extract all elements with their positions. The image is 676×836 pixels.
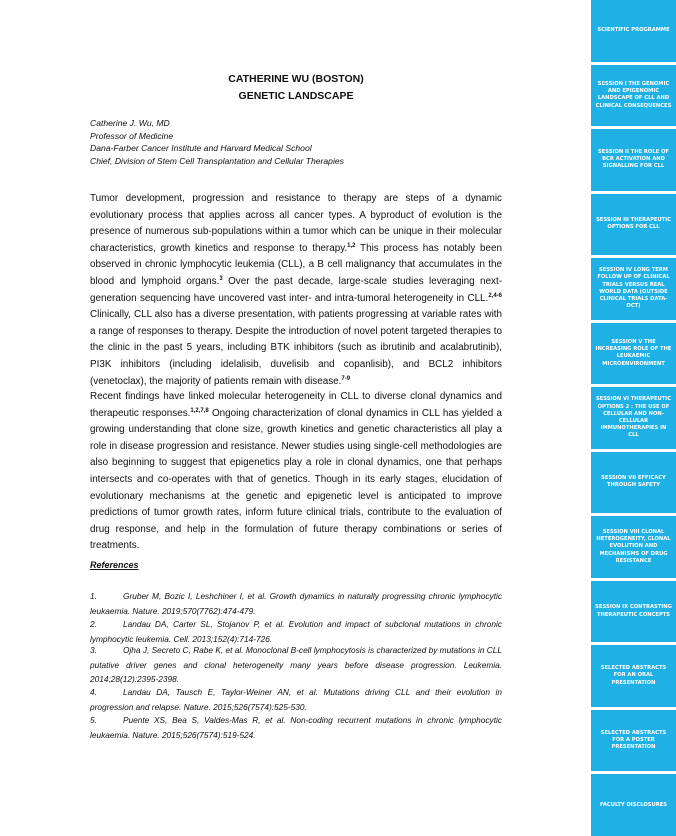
- sidebar-item-session-5[interactable]: [591, 323, 676, 385]
- sidebar-item-label: SESSION V THE INCREASING ROLE OF THE LEUKAEMIC MICROENVIRONMENT: [595, 339, 672, 367]
- paragraph-text: Over the past decade, large-scale studies leveraging next-generation sequencing have uncovered vast inter- and intra-tumoral heterogeneity in CLL.: [90, 275, 502, 304]
- sidebar-item-label: SESSION III THERAPEUTIC OPTIONS FOR CLL: [596, 217, 671, 231]
- sidebar-item-label: SESSION II THE ROLE OF BCR ACTIVATION AND SIGNALLING FOR CLL: [598, 149, 669, 170]
- sidebar-item-scientific-programme[interactable]: [591, 0, 676, 62]
- paragraph-text: This process has notably been observed in chronic lymphocytic leukemia (CLL), a B cell malignancy that accumulates in the blood and lymphoid organs.: [90, 242, 502, 287]
- citation: 7-9: [341, 375, 351, 382]
- sidebar-item-session-2[interactable]: [591, 129, 676, 191]
- references-heading: References: [90, 560, 139, 570]
- sidebar-item-oral-abstracts[interactable]: [591, 645, 676, 707]
- paragraph-text: Recent findings have linked molecular heterogeneity in CLL to diverse clonal dynamics and therapeutic responses.: [90, 391, 502, 419]
- reference-text: Ojha J, Secreto C, Rabe K, et al. Monoclonal B-cell lymphocytosis is characterized by mutations in CLL putative driver genes and clonal heterogeneity many years before disease progression. Leukemia. 2014;28(12):2395-2398.: [90, 645, 502, 684]
- sidebar-item-session-6[interactable]: [591, 387, 676, 449]
- paragraph-text: Ongoing characterization of clonal dynamics in CLL has yielded a growing understanding that clone size, growth kinetics and genetic characteristics all play a role in disease progression and resistance. Newer studies using single-cell methodologies are also beginning to suggest that epigenetics play a role in clonal dynamics, one that perhaps intersects and co-operates with that of genetics. Though in its early stages, elucidation of evolutionary mechanisms at the genetic and epigenetic level is anticipated to improve predictions of tumor growth rates, inform future clinical trials, contribute to the evaluation of drug response, and help in the formulation of future therapy combinations or series of treatments.: [90, 407, 502, 552]
- reference-item: [90, 713, 502, 742]
- sidebar-item-label: SELECTED ABSTRACTS FOR AN ORAL PRESENTATION: [600, 665, 667, 686]
- sidebar-item-label: SESSION IV LONG TERM FOLLOW UP OF CLINICAL TRIALS VERSUS REAL WORLD DATA (OUTSIDE CLINICAL TRIALS DATA-OCT): [597, 267, 670, 310]
- reference-text: Landau DA, Tausch E, Taylor-Weiner AN, et al. Mutations driving CLL and their evolution in progression and relapse. Nature. 2015;526(7574):525-530.: [90, 687, 502, 712]
- reference-number: 5.: [90, 715, 97, 725]
- sidebar-item-label: SESSION VII EFFICACY THROUGH SAFETY: [601, 475, 666, 489]
- reference-number: 2.: [90, 619, 97, 629]
- sidebar-item-label: SESSION VIII CLONAL HETEROGENEITY, CLONAL EVOLUTION AND MECHANISMS OF DRUG RESISTANCE: [596, 529, 671, 564]
- reference-text: Puente XS, Bea S, Valdes-Mas R, et al. Non-coding recurrent mutations in chronic lymphocytic leukaemia. Nature. 2015;526(7574):519-524.: [90, 715, 502, 740]
- sidebar-item-label: SELECTED ABSTRACTS FOR A POSTER PRESENTATION: [600, 729, 667, 751]
- author-name: Catherine J. Wu, MD: [90, 118, 170, 128]
- author-institution: Dana-Farber Cancer Institute and Harvard Medical School: [90, 143, 312, 153]
- sidebar-item-label: SESSION IX CONTRASTING THERAPEUTIC CONCEPTS: [595, 604, 672, 618]
- sidebar-item-session-3[interactable]: [591, 194, 676, 256]
- paragraph-text: Tumor development, progression and resistance to therapy are steps of a dynamic evolutionary process that applies across all cancer types. A byproduct of evolution is the presence of numerous sub-populations within a tumor which can be unique in their molecular characteristics, growth kinetics and response to therapy.: [90, 193, 502, 254]
- sidebar-item-label: SESSION VI THERAPEUTIC OPTIONS 2 : THE USE OF CELLULAR AND NON-CELLULAR IMMUNOTHERAPIES IN CLL: [595, 396, 672, 439]
- sidebar-item-session-7[interactable]: [591, 452, 676, 514]
- page-subtitle: GENETIC LANDSCAPE: [238, 90, 354, 102]
- sidebar-item-session-1[interactable]: [591, 65, 676, 127]
- citation: 3: [219, 275, 223, 282]
- author-position: Professor of Medicine: [90, 131, 174, 141]
- sidebar-item-label: FACULTY DISCLOSURES: [599, 801, 668, 808]
- reference-number: 3.: [90, 645, 97, 655]
- sidebar-item-faculty-disclosures[interactable]: [591, 774, 676, 836]
- reference-item: [90, 617, 502, 646]
- citation: 2,4-6: [488, 292, 502, 299]
- sidebar-item-session-8[interactable]: [591, 516, 676, 578]
- sidebar-item-session-4[interactable]: [591, 258, 676, 320]
- body-paragraph-2: [90, 389, 502, 555]
- author-role: Chief, Division of Stem Cell Transplantation and Cellular Therapies: [90, 156, 344, 166]
- sidebar-item-label: SESSION I THE GENOMIC AND EPIGENOMIC LANDSCAPE OF CLL AND CLINICAL CONSEQUENCES: [595, 80, 672, 109]
- reference-number: 1.: [90, 591, 97, 601]
- reference-item: [90, 643, 502, 687]
- paragraph-text: Clinically, CLL also has a diverse presentation, with patients progressing at variable rates with a range of responses to therapy. Despite the introduction of novel potent targeted therapies to the clinic in the past 5 years, including BTK inhibitors (such as ibrutinib and acalabrutinib), PI3K inhibitors (including idelalisib, duvelisib and copanlisib), and BCL2 inhibitors (venetoclax), the majority of patients remain with disease.: [90, 309, 502, 387]
- body-paragraph-1: [90, 191, 502, 390]
- citation: 1,2: [347, 242, 356, 249]
- reference-text: Landau DA, Carter SL, Stojanov P, et al. Evolution and impact of subclonal mutations in chronic lymphocytic leukemia. Cell. 2013;152(4):714-726.: [90, 619, 502, 644]
- reference-item: [90, 685, 502, 714]
- page-title: CATHERINE WU (BOSTON): [228, 73, 364, 85]
- sidebar-item-label: SCIENTIFIC PROGRAMME: [597, 27, 670, 34]
- reference-item: [90, 589, 502, 618]
- reference-text: Gruber M, Bozic I, Leshchiner I, et al. Growth dynamics in naturally progressing chronic lymphocytic leukaemia. Nature. 2019;570(7762):474-479.: [90, 591, 502, 616]
- citation: 1,2,7,8: [190, 407, 209, 414]
- sidebar-nav: [591, 0, 676, 836]
- reference-number: 4.: [90, 687, 97, 697]
- sidebar-item-poster-abstracts[interactable]: [591, 710, 676, 772]
- sidebar-item-session-9[interactable]: [591, 581, 676, 643]
